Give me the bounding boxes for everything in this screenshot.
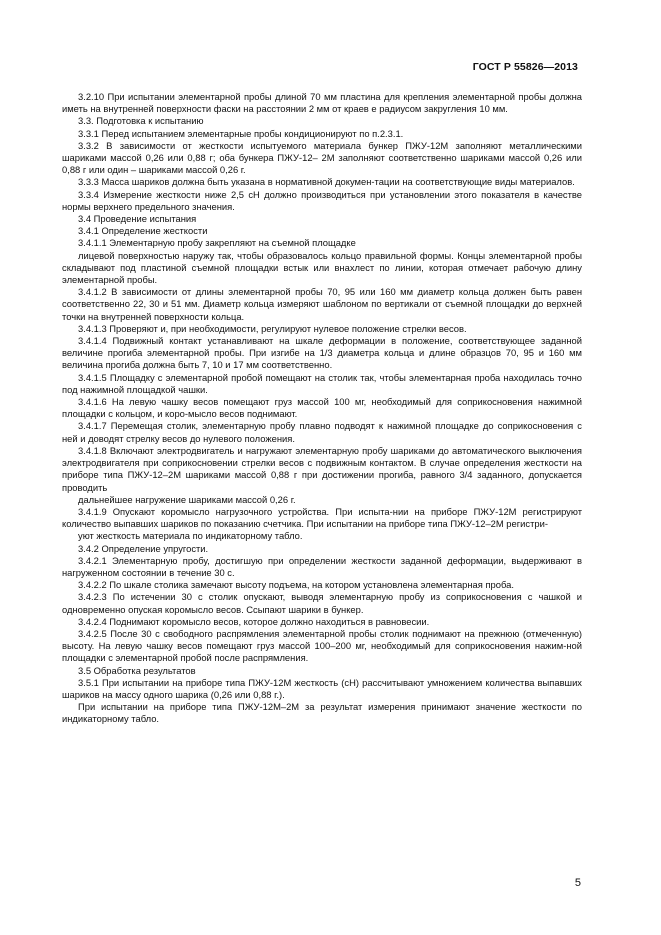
paragraph: 3.4.1.5 Площадку с элементарной пробой помещают на столик так, чтобы элементарная проба находилась точно под нажимной площадкой чашки. (62, 371, 582, 395)
subsection-heading: 3.4.1 Определение жесткости (78, 225, 208, 237)
section-heading: 3.4 Проведение испытания (78, 213, 197, 225)
paragraph: 3.2.10 При испытании элементарной пробы длиной 70 мм пластина для крепления элементарной пробы должна иметь на внутренней поверхности фаски на расстоянии 2 мм от краев е радиусом закругления 10 мм. (62, 91, 582, 115)
paragraph: 3.4.1.1 Элементарную пробу закрепляют на съемной площадке (78, 237, 356, 249)
paragraph: 3.4.1.9 Опускают коромысло нагрузочного устройства. При испыта-нии на приборе ПЖУ-12М регистрируют количество выпавших шариков по показанию счетчика. При испытании на приборе типа ПЖУ-12–2М регистри- (62, 505, 582, 530)
page-number: 5 (574, 877, 581, 889)
paragraph: уют жесткость материала по индикаторному табло. (78, 530, 303, 542)
paragraph: 3.4.2.2 По шкале столика замечают высоту подъема, на котором установлена элементарная проба. (78, 579, 514, 591)
paragraph: 3.3.1 Перед испытанием элементарные пробы кондиционируют по п.2.3.1. (78, 127, 404, 139)
paragraph: 3.4.2.5 После 30 с свободного распрямления элементарной пробы столик поднимают на прежнюю (отмеченную) высоту. На левую чашку весов помещают груз массой 100–200 мг, необходимый для соприкосновения нажим-ной площадки с элементарной пробой после распрямления. (62, 627, 582, 664)
paragraph: 3.4.2.3 По истечении 30 с столик опускают, выводя элементарную пробу из соприкосновения с чашкой и одновременно опуская коромысло весов. Ссыпают шарики в бункер. (62, 591, 582, 615)
paragraph: 3.4.1.4 Подвижный контакт устанавливают на шкале деформации в положение, соответствующее заданной величине прогиба элементарной пробы. При изгибе на 1/3 диаметра кольца и длине образцов 70, 95 и 160 мм величина прогиба должна быть 7, 10 и 17 мм соответственно. (62, 335, 582, 371)
paragraph: 3.4.2.4 Поднимают коромысло весов, которое должно находиться в равновесии. (78, 615, 430, 627)
paragraph: 3.3.3 Масса шариков должна быть указана в нормативной докумен-тации на соответствующие виды материалов. (78, 176, 575, 188)
paragraph: 3.3.4 Измерение жесткости ниже 2,5 сН должно производиться при установлении этого показателя в качестве нормы верхнего предельного значения. (62, 188, 582, 212)
paragraph: 3.4.1.2 В зависимости от длины элементарной пробы 70, 95 или 160 мм диаметр кольца должен быть равен соответственно 22, 30 и 51 мм. Диаметр кольца измеряют шаблоном по вертикали от съемной площадки до верхней точки на внутренней поверхности кольца. (62, 286, 582, 322)
document-body (62, 91, 582, 726)
paragraph: 3.4.1.8 Включают электродвигатель и нагружают элементарную пробу шариками до автоматического выключения электродвигателя при соприкосновении стрелки весов с подвижным контактом. В случае определения жесткости на приборе типа ПЖУ-12–2М шариками массой 0,88 г при достижении прогиба, равного 3/4 заданного, допускается проводить (62, 444, 582, 493)
paragraph: 3.4.1.3 Проверяют и, при необходимости, регулируют нулевое положение стрелки весов. (78, 322, 467, 334)
paragraph: лицевой поверхностью наружу так, чтобы образовалось кольцо правильной формы. Концы элементарной пробы складывают под пластиной съемной площадки встык или внахлест по линии, которая отмечает рабочую длину элементарной пробы. (62, 249, 582, 286)
paragraph: 3.3.2 В зависимости от жесткости испытуемого материала бункер ПЖУ-12М заполняют металлическими шариками массой 0,26 или 0,88 г; оба бункера ПЖУ-12– 2М заполняют соответственно шариками массой 0,26 или 0,88 г или один – шариками массой 0,26 г. (62, 139, 582, 176)
subsection-heading: 3.4.2 Определение упругости. (78, 542, 209, 554)
paragraph: При испытании на приборе типа ПЖУ-12М–2М за результат измерения принимают значение жесткости по индикаторному табло. (62, 701, 582, 725)
paragraph: 3.4.1.7 Перемещая столик, элементарную пробу плавно подводят к нажимной площадке до соприкосновения с ней и доводят стрелку весов до нулевого положения. (62, 420, 582, 444)
paragraph: 3.5.1 При испытании на приборе типа ПЖУ-12М жесткость (сН) рассчитывают умножением количества выпавших шариков на массу одного шарика (0,26 или 0,88 г.). (62, 676, 582, 700)
document-header: ГОСТ Р 55826—2013 (472, 61, 578, 73)
paragraph: 3.4.1.6 На левую чашку весов помещают груз массой 100 мг, необходимый для соприкосновения нажимной площадки с кольцом, и коро-мысло весов поднимают. (62, 396, 582, 420)
paragraph: дальнейшее нагружение шариками массой 0,26 г. (78, 493, 296, 505)
section-heading: 3.3. Подготовка к испытанию (78, 115, 204, 127)
paragraph: 3.4.2.1 Элементарную пробу, достигшую при определении жесткости заданной деформации, выдерживают в нагруженном состоянии в течение 30 с. (62, 554, 582, 578)
section-heading: 3.5 Обработка результатов (78, 664, 196, 676)
